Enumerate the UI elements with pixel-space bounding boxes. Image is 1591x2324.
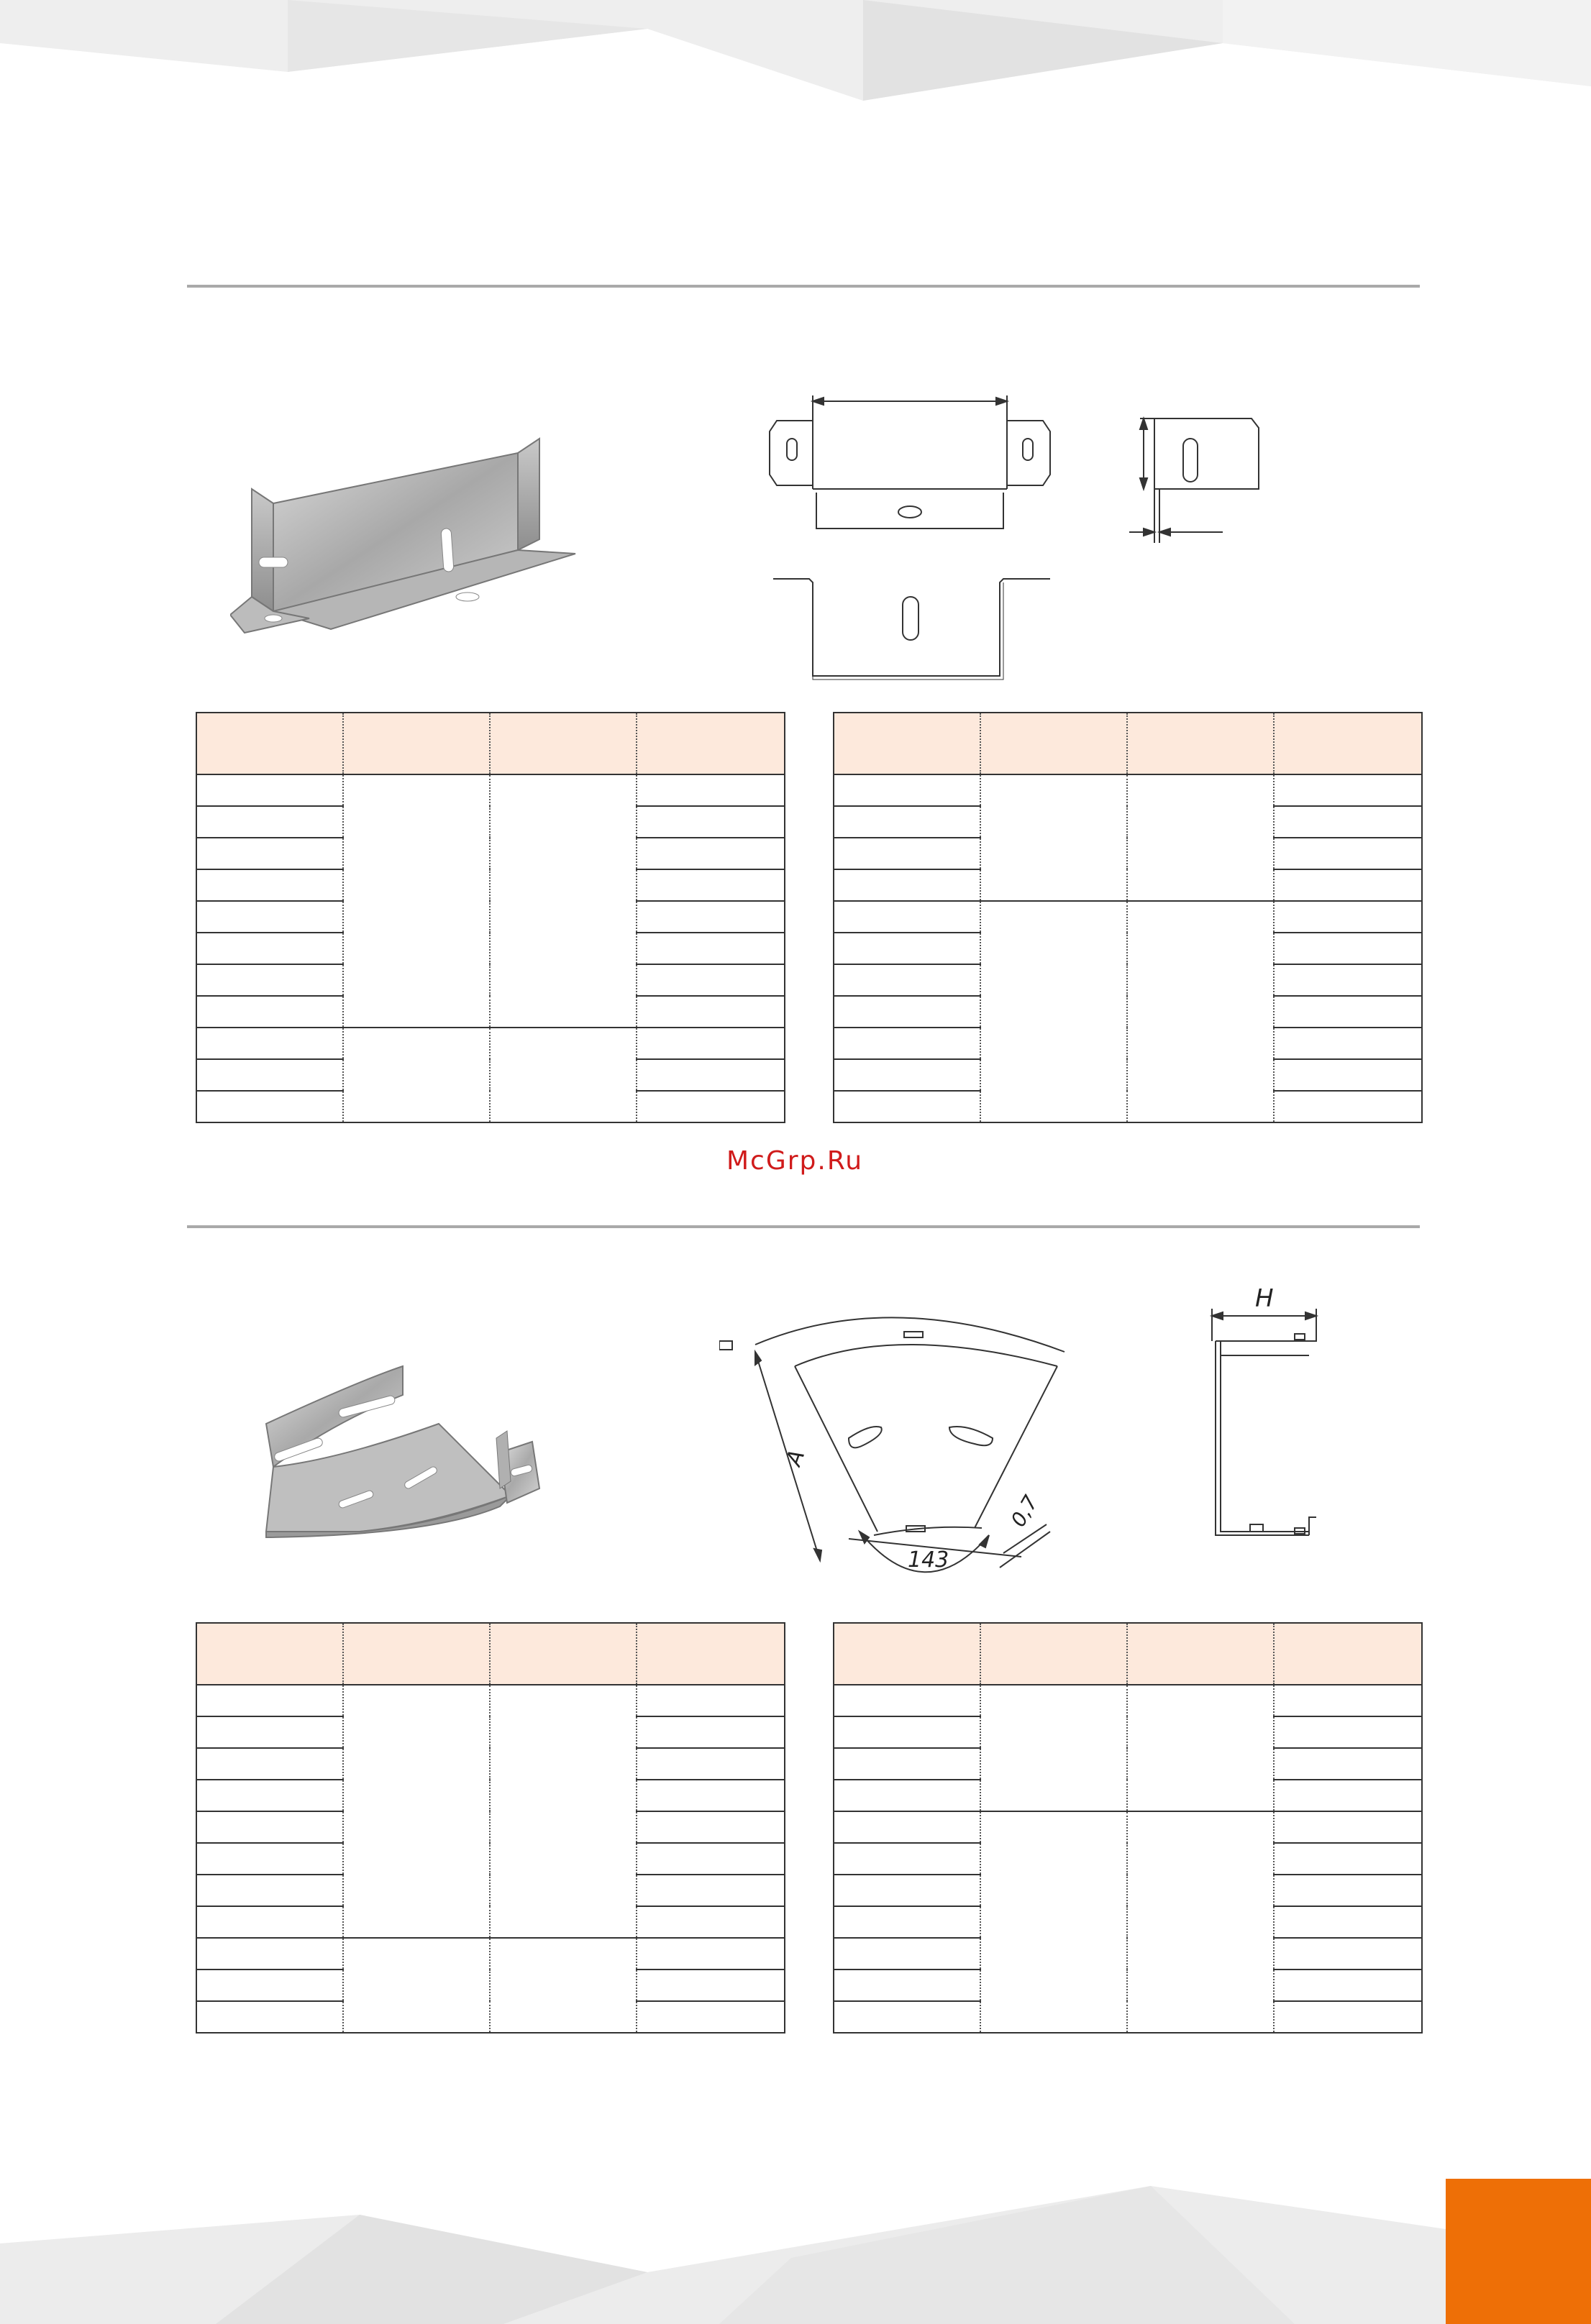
table-cell [1274,901,1422,933]
table-cell [196,933,343,964]
product-photo-bracket [230,424,604,662]
header-cell [980,1623,1127,1685]
table-row [196,1028,785,1059]
table-cell [637,933,785,964]
table-cell [980,1685,1127,1811]
dimension-label-a: A [781,1446,811,1470]
technical-drawing-bend [719,1280,1367,1596]
table-cell [1127,901,1274,1122]
table-cell [490,1685,637,1938]
table-cell [637,1938,785,1970]
table-row [196,774,785,806]
table-cell [834,1059,980,1091]
header-cell [637,1623,785,1685]
table-cell [834,806,980,838]
table-row [834,1811,1422,1843]
table-cell [637,1970,785,2001]
table-cell [196,1059,343,1091]
table-cell [834,1028,980,1059]
table-cell [196,996,343,1028]
table-cell [196,1685,343,1716]
table-cell [834,1811,980,1843]
header-cell [196,1623,343,1685]
table-cell [1274,2001,1422,2033]
table-cell [834,1938,980,1970]
table-cell [1274,1780,1422,1811]
header-cell [637,713,785,774]
table-cell [196,964,343,996]
table-cell [343,774,490,1028]
table-row [834,901,1422,933]
header-cell [1274,713,1422,774]
table-cell [196,838,343,869]
table-cell [637,1091,785,1122]
table-cell [1274,1091,1422,1122]
table-cell [343,1938,490,2033]
header-cell [834,1623,980,1685]
table-cell [637,1028,785,1059]
technical-drawing-bracket [762,388,1266,690]
table-cell [834,1748,980,1780]
table-cell [490,774,637,1028]
header-cell [490,1623,637,1685]
table-cell [637,2001,785,2033]
table-cell [834,964,980,996]
table-cell [834,1685,980,1716]
table-cell [196,901,343,933]
table-cell [1274,1716,1422,1748]
table-cell [834,1091,980,1122]
table-cell [1274,1685,1422,1716]
table-cell [196,1748,343,1780]
table-cell [1274,933,1422,964]
table-cell [1274,1748,1422,1780]
table-cell [637,774,785,806]
table-cell [196,1843,343,1875]
header-cell [1274,1623,1422,1685]
table-cell [980,774,1127,901]
table-row [196,1938,785,1970]
table-cell [834,901,980,933]
table-cell [637,838,785,869]
table-cell [196,1028,343,1059]
table-cell [834,774,980,806]
table-cell [490,1938,637,2033]
table-cell [1274,1811,1422,1843]
table-cell [1127,1811,1274,2033]
table-cell [637,996,785,1028]
table-cell [1274,838,1422,869]
table-cell [196,869,343,901]
table-cell [834,1780,980,1811]
table-cell [1127,1685,1274,1811]
dimension-label-angle: 143 [908,1547,949,1573]
table-cell [980,901,1127,1122]
table-cell [196,806,343,838]
table-cell [196,1716,343,1748]
table-cell [196,1780,343,1811]
table-cell [834,1843,980,1875]
table-cell [980,1811,1127,2033]
table-cell [637,1780,785,1811]
table-cell [1274,774,1422,806]
header-cell [343,1623,490,1685]
table-cell [490,1028,637,1122]
header-cell [1127,713,1274,774]
table-cell [637,1875,785,1906]
table-cell [196,1938,343,1970]
table-cell [637,1811,785,1843]
page-corner-tab [1446,2179,1591,2324]
table-cell [637,901,785,933]
watermark-text: McGrp.Ru [726,1146,864,1176]
table-cell [637,1748,785,1780]
table-cell [196,2001,343,2033]
table-row [196,1685,785,1716]
table-cell [637,1843,785,1875]
table-cell [1274,1028,1422,1059]
header-cell [980,713,1127,774]
table-cell [1274,1970,1422,2001]
spec-table-1-left [196,712,785,1123]
table-cell [1274,869,1422,901]
table-cell [1274,806,1422,838]
dimension-label-h: H [1255,1284,1274,1313]
header-cell [490,713,637,774]
table-cell [1274,1906,1422,1938]
spec-table-2-right [833,1622,1423,2034]
table-cell [1274,1875,1422,1906]
header-cell [343,713,490,774]
table-cell [834,869,980,901]
table-cell [196,774,343,806]
table-cell [196,1091,343,1122]
table-cell [343,1685,490,1938]
table-cell [1274,1059,1422,1091]
header-cell [1127,1623,1274,1685]
table-cell [1274,1843,1422,1875]
table-cell [834,1716,980,1748]
dimension-label-thickness: 0,7 [1006,1491,1043,1532]
table-cell [196,1906,343,1938]
table-row [834,1685,1422,1716]
product-photo-bend [252,1352,590,1546]
table-cell [1127,774,1274,901]
table-cell [834,838,980,869]
table-cell [637,869,785,901]
table-cell [834,1906,980,1938]
table-cell [343,1028,490,1122]
table-cell [637,806,785,838]
table-cell [196,1970,343,2001]
table-cell [637,1716,785,1748]
table-cell [637,1059,785,1091]
spec-table-1-right [833,712,1423,1123]
spec-table-2-left [196,1622,785,2034]
table-cell [834,2001,980,2033]
section-divider [187,285,1420,288]
section-divider [187,1225,1420,1228]
table-cell [1274,964,1422,996]
table-row [834,774,1422,806]
table-cell [1274,1938,1422,1970]
table-cell [834,996,980,1028]
table-cell [834,1970,980,2001]
table-cell [1274,996,1422,1028]
table-cell [834,933,980,964]
table-cell [196,1811,343,1843]
table-cell [637,964,785,996]
header-cell [834,713,980,774]
table-cell [196,1875,343,1906]
table-cell [637,1906,785,1938]
table-cell [637,1685,785,1716]
header-cell [196,713,343,774]
table-cell [834,1875,980,1906]
